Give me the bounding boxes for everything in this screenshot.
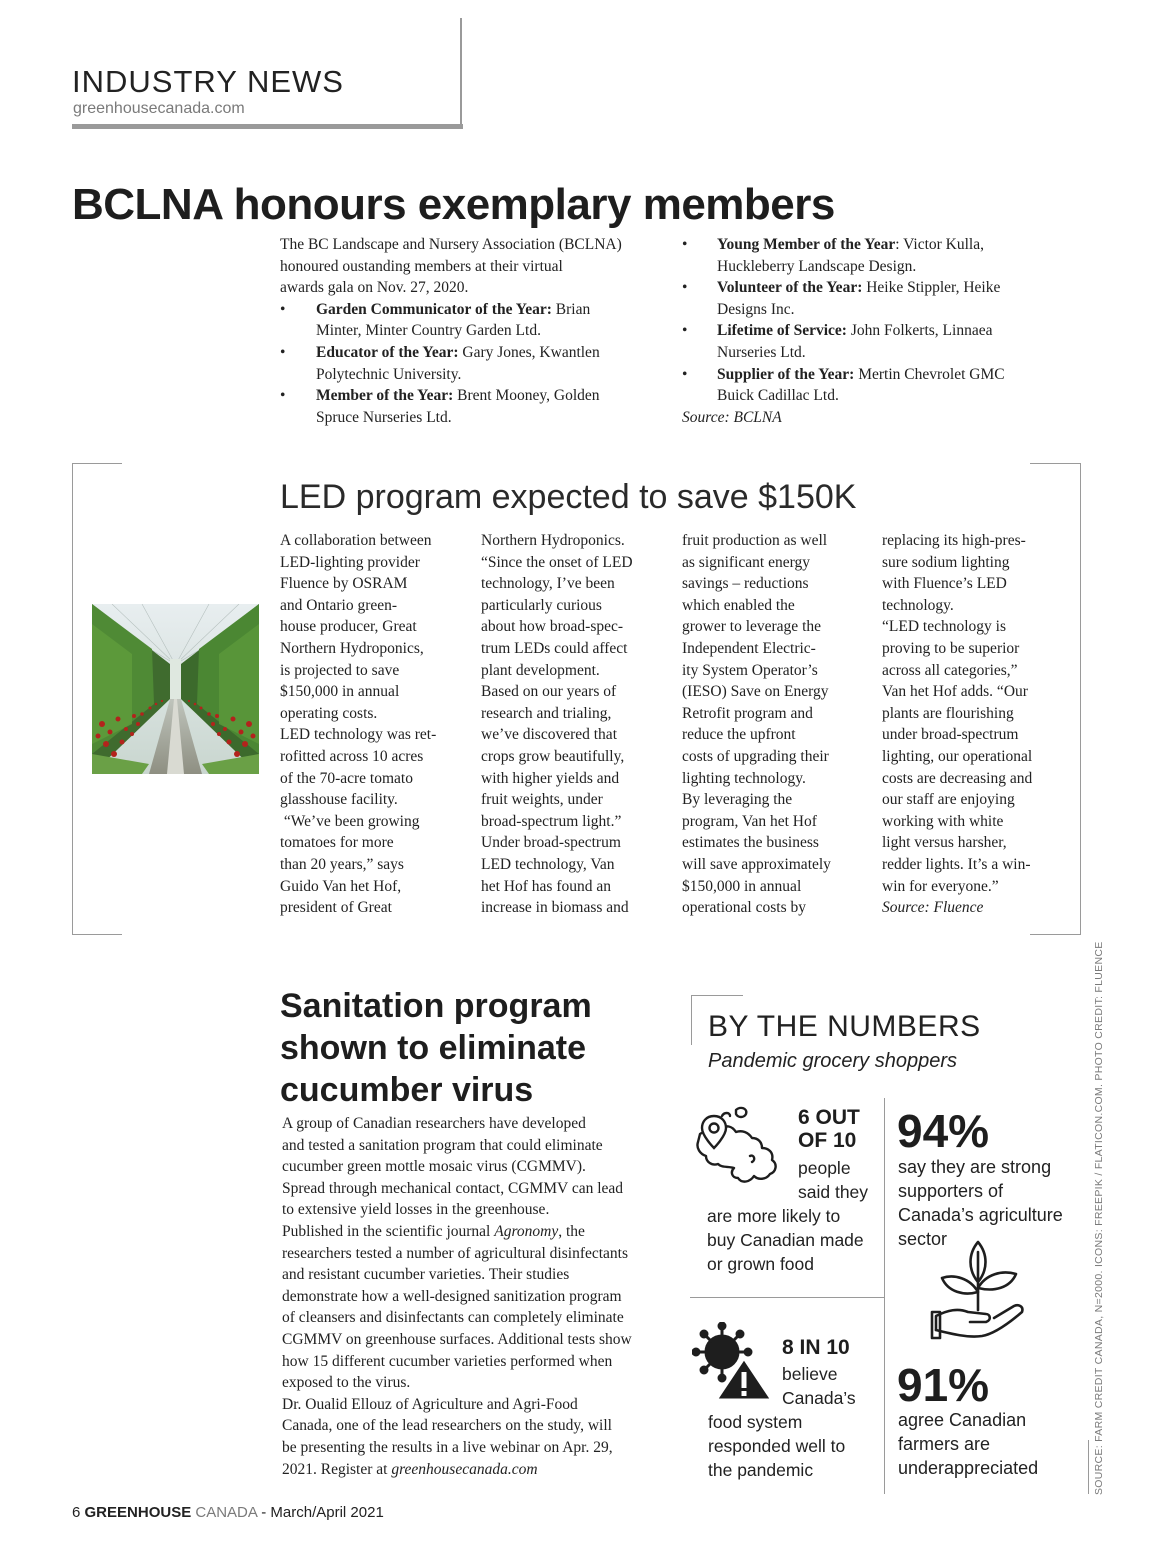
story1-source: Source: BCLNA: [682, 408, 782, 426]
box-rule-left: [72, 463, 73, 935]
text-line: researchers tested a number of agricultural disinfectants: [282, 1244, 629, 1262]
text-line: broad-spectrum light.”: [481, 812, 622, 830]
text-line: redder lights. It’s a win-: [882, 855, 1031, 873]
bullet: •: [280, 343, 286, 361]
text-line: tomatoes for more: [280, 834, 394, 852]
story2-column-4: [882, 530, 1067, 919]
text-line: light versus harsher,: [882, 834, 1007, 852]
award-item: [280, 385, 665, 428]
award-winner-cont: Spruce Nurseries Ltd.: [316, 408, 452, 426]
stat3-text: Canada’s: [782, 1388, 856, 1408]
text-line: and resistant cucumber varieties. Their studies: [282, 1266, 570, 1284]
award-title: Volunteer of the Year:: [717, 279, 863, 297]
story3-headline: Sanitation program shown to eliminate cucumber virus: [280, 987, 592, 1109]
text-line: trum LEDs could affect: [481, 639, 628, 657]
numbers-grid-horizontal: [690, 1297, 885, 1298]
text-line: technology.: [882, 596, 954, 614]
award-winner: John Folkerts, Linnaea: [846, 322, 993, 340]
text-line: Guido Van het Hof,: [280, 877, 402, 895]
stat4-percent: 91%: [897, 1359, 990, 1411]
box-corner-top-left: [72, 463, 122, 464]
stat3-text: believe: [782, 1364, 838, 1384]
issue-date: - March/April 2021: [261, 1504, 384, 1521]
award-winner-cont: Designs Inc.: [717, 300, 795, 318]
source-credit: SOURCE: FARM CREDIT CANADA, N=2000. ICONS: FREEPIK / FLATICON.COM. PHOTO CREDIT: FLUENCE: [1093, 941, 1105, 1495]
text-line: A group of Canadian researchers have developed: [282, 1115, 586, 1132]
story2-column-1: [280, 530, 462, 919]
text-line: than 20 years,” says: [280, 855, 404, 873]
text-line: grower to leverage the: [682, 618, 822, 636]
box-corner-bottom-left: [72, 934, 122, 935]
text-line: plants are flourishing: [882, 704, 1014, 722]
text-line: LED-lighting provider: [280, 553, 420, 571]
stat1-value-line1: 6 OUT: [798, 1106, 860, 1129]
text-line: replacing its high-pres-: [882, 532, 1026, 549]
stat4-text: agree Canadian: [898, 1410, 1027, 1430]
award-winner: Mertin Chevrolet GMC: [854, 365, 1005, 383]
bullet: •: [682, 322, 688, 340]
intro-line: The BC Landscape and Nursery Association (BCLNA): [280, 236, 622, 253]
award-winner-cont: Polytechnic University.: [316, 365, 462, 383]
text-line: CGMMV on greenhouse surfaces. Additional tests show: [282, 1330, 632, 1348]
text-line: program, Van het Hof: [682, 812, 817, 830]
text-line: estimates the business: [682, 834, 819, 852]
bullet: •: [682, 365, 688, 383]
stat1-value-line2: OF 10: [798, 1129, 857, 1152]
text-fragment: , the: [558, 1222, 585, 1240]
stat2-text: say they are strong: [898, 1157, 1052, 1177]
bullet: •: [280, 387, 286, 405]
award-title: Young Member of the Year: [717, 236, 896, 253]
bullet: •: [682, 279, 688, 297]
journal-name: Agronomy: [494, 1222, 559, 1240]
text-line: “Since the onset of LED: [481, 553, 633, 571]
virus-warning-icon: [692, 1322, 774, 1402]
text-line: fruit production as well: [682, 532, 828, 549]
award-item: [280, 299, 665, 342]
intro-line: honoured oustanding members at their virtual: [280, 257, 563, 275]
text-line: “We’ve been growing: [280, 812, 420, 830]
intro-line: awards gala on Nov. 27, 2020.: [280, 279, 469, 297]
section-url: greenhousecanada.com: [73, 100, 245, 117]
stat1-text: or grown food: [707, 1254, 815, 1274]
text-fragment: 2021. Register at: [282, 1460, 392, 1478]
story1-left-column: [280, 234, 665, 428]
stat4-text: farmers are: [898, 1434, 991, 1454]
text-line: with Fluence’s LED: [882, 575, 1007, 593]
text-line: how 15 different cucumber varieties performed when: [282, 1352, 613, 1370]
stat3-text: food system: [708, 1412, 803, 1432]
text-line: operating costs.: [280, 704, 378, 722]
text-line: as significant energy: [682, 553, 810, 571]
text-line: is projected to save: [280, 661, 400, 679]
award-winner-cont: Buick Cadillac Ltd.: [717, 387, 839, 405]
text-line: (IESO) Save on Energy: [682, 683, 829, 701]
box-rule-right: [1080, 463, 1081, 935]
award-winner: : Victor Kulla,: [895, 236, 984, 253]
journal-line: [282, 1221, 682, 1243]
text-line: Retrofit program and: [682, 704, 813, 722]
text-line: of cleansers and disinfectants can completely eliminate: [282, 1309, 624, 1327]
text-line: fruit weights, under: [481, 791, 603, 809]
text-line: research and trialing,: [481, 704, 612, 722]
greenhouse-tomato-photo: [92, 604, 259, 774]
bullet: •: [280, 300, 286, 318]
text-line: particularly curious: [481, 596, 602, 614]
award-item: [682, 364, 1062, 407]
stat2-text: supporters of: [898, 1181, 1004, 1201]
text-line: Based on our years of: [481, 683, 617, 701]
text-line: working with white: [882, 812, 1004, 830]
award-winner-cont: Huckleberry Landscape Design.: [717, 257, 917, 275]
text-line: rofitted across 10 acres: [280, 747, 424, 765]
website-link[interactable]: greenhousecanada.com: [391, 1460, 538, 1478]
text-line: A collaboration between: [280, 532, 432, 549]
stat3-text: responded well to: [708, 1436, 846, 1456]
story1-right-column: [682, 234, 1062, 428]
text-line: proving to be superior: [882, 639, 1020, 657]
award-winner: Gary Jones, Kwantlen: [458, 343, 600, 361]
award-item: [682, 234, 1062, 277]
text-line: technology, I’ve been: [481, 575, 615, 593]
header-rule-vertical: [460, 18, 462, 126]
text-line: Northern Hydroponics,: [280, 639, 424, 657]
section-label: INDUSTRY NEWS: [72, 64, 344, 99]
text-line: we’ve discovered that: [481, 726, 617, 744]
text-line: glasshouse facility.: [280, 791, 398, 809]
text-line: which enabled the: [682, 596, 795, 614]
text-line: ity System Operator’s: [682, 661, 818, 679]
text-line: lighting, our operational: [882, 747, 1033, 765]
numbers-subtitle: Pandemic grocery shoppers: [708, 1050, 958, 1072]
story2-column-3: [682, 530, 864, 919]
stat2-percent: 94%: [897, 1105, 990, 1157]
text-line: Dr. Oualid Ellouz of Agriculture and Agri-Food: [282, 1395, 578, 1413]
award-winner: Brent Mooney, Golden: [453, 387, 600, 405]
numbers-title: BY THE NUMBERS: [708, 1010, 981, 1043]
text-line: Independent Electric-: [682, 639, 816, 657]
story2-headline: LED program expected to save $150K: [280, 478, 857, 516]
text-line: and tested a sanitation program that could eliminate: [282, 1136, 603, 1154]
award-item: [682, 320, 1062, 363]
stat3-value: 8 IN 10: [782, 1336, 850, 1359]
box-corner-bottom-right: [1030, 934, 1080, 935]
numbers-grid-vertical: [884, 1098, 885, 1494]
stat1-text: said they: [798, 1182, 869, 1202]
text-line: be presenting the results in a live webinar on Apr. 29,: [282, 1438, 613, 1456]
stat1-text: buy Canadian made: [707, 1230, 864, 1250]
text-line: Fluence by OSRAM: [280, 575, 408, 593]
plant-in-hand-icon: [928, 1238, 1028, 1346]
story2-source: Source: Fluence: [882, 899, 984, 917]
award-item: [682, 277, 1062, 320]
numbers-rule-vertical: [691, 995, 692, 1045]
text-line: increase in biomass and: [481, 899, 629, 917]
award-title: Garden Communicator of the Year:: [316, 300, 552, 318]
stat4-text: underappreciated: [898, 1458, 1039, 1478]
award-title: Lifetime of Service:: [717, 322, 847, 340]
story1-headline: BCLNA honours exemplary members: [72, 180, 835, 229]
award-title: Member of the Year:: [316, 387, 454, 405]
stat2-text: Canada’s agriculture: [898, 1205, 1063, 1225]
text-line: cucumber green mottle mosaic virus (CGMMV).: [282, 1158, 586, 1176]
award-title: Supplier of the Year:: [717, 365, 855, 383]
header-rule-horizontal: [72, 124, 463, 129]
text-line: and Ontario green-: [280, 596, 398, 614]
text-line: house producer, Great: [280, 618, 417, 636]
text-fragment: Published in the scientific journal: [282, 1222, 495, 1240]
award-title: Educator of the Year:: [316, 343, 459, 361]
numbers-rule-right: [1088, 1440, 1089, 1494]
story1-intro: [280, 234, 665, 299]
page-footer: [72, 1504, 384, 1521]
register-line: [282, 1459, 682, 1481]
text-line: our staff are enjoying: [882, 791, 1015, 809]
stat1-text: people: [798, 1158, 851, 1178]
publication-name-light: CANADA: [195, 1504, 258, 1521]
text-line: operational costs by: [682, 899, 806, 917]
text-line: “LED technology is: [882, 618, 1006, 636]
text-line: LED technology, Van: [481, 855, 615, 873]
text-line: By leveraging the: [682, 791, 793, 809]
award-winner-cont: Minter, Minter Country Garden Ltd.: [316, 322, 541, 340]
text-line: across all categories,”: [882, 661, 1018, 679]
text-line: costs are decreasing and: [882, 769, 1033, 787]
award-winner: Heike Stippler, Heike: [862, 279, 1001, 297]
text-line: exposed to the virus.: [282, 1374, 411, 1392]
text-line: about how broad-spec-: [481, 618, 624, 636]
text-line: $150,000 in annual: [682, 877, 802, 895]
text-line: win for everyone.”: [882, 877, 999, 895]
stat1-text: are more likely to: [707, 1206, 841, 1226]
numbers-rule-horizontal: [691, 995, 743, 996]
text-line: het Hof has found an: [481, 877, 611, 895]
text-line: Under broad-spectrum: [481, 834, 621, 852]
text-line: to extensive yield losses in the greenhouse.: [282, 1201, 550, 1219]
box-corner-top-right: [1030, 463, 1080, 464]
publication-name: GREENHOUSE: [84, 1504, 192, 1521]
text-line: costs of upgrading their: [682, 747, 829, 765]
story2-column-2: [481, 530, 663, 919]
award-winner-cont: Nurseries Ltd.: [717, 343, 806, 361]
awards-list-right: [682, 234, 1062, 407]
text-line: Northern Hydroponics.: [481, 532, 625, 549]
story3-body: [282, 1113, 682, 1480]
text-line: of the 70-acre tomato: [280, 769, 413, 787]
bullet: •: [682, 236, 688, 253]
award-item: [280, 342, 665, 385]
text-line: will save approximately: [682, 855, 831, 873]
text-line: LED technology was ret-: [280, 726, 437, 744]
text-line: reduce the upfront: [682, 726, 796, 744]
stat2-text: sector: [898, 1229, 948, 1249]
text-line: crops grow beautifully,: [481, 747, 625, 765]
text-line: lighting technology.: [682, 769, 806, 787]
text-line: Spread through mechanical contact, CGMMV can lead: [282, 1179, 624, 1197]
award-winner: Brian: [551, 300, 591, 318]
text-line: Canada, one of the lead researchers on the study, will: [282, 1417, 612, 1435]
text-line: Van het Hof adds. “Our: [882, 683, 1028, 701]
text-line: under broad-spectrum: [882, 726, 1019, 744]
canada-map-pin-icon: [692, 1104, 792, 1196]
text-line: savings – reductions: [682, 575, 809, 593]
awards-list-left: [280, 299, 665, 429]
text-line: plant development.: [481, 661, 600, 679]
page-number: 6: [72, 1504, 81, 1521]
text-line: sure sodium lighting: [882, 553, 1010, 571]
stat3-text: the pandemic: [708, 1460, 814, 1480]
text-line: $150,000 in annual: [280, 683, 400, 701]
text-line: with higher yields and: [481, 769, 620, 787]
text-line: demonstrate how a well-designed sanitization program: [282, 1287, 622, 1305]
text-line: president of Great: [280, 899, 392, 917]
